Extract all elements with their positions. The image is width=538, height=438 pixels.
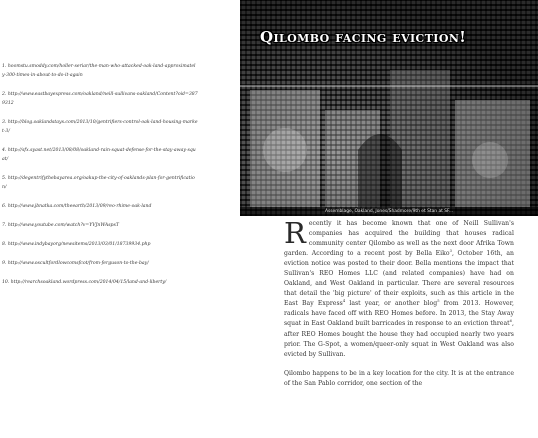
footnote-8: 8. http://www.indybayorg/newsitems/2013/03/01/18739934.php xyxy=(2,242,151,247)
paragraph-1-mid: , October 16th, an eviction notice was posted to their door. Bella mentions the impact that Sullivan's REO Homes LLC (and related companies) have had on Oakland, and West Oakland in particular. There are several resources that detail the 'big picture' of their exploits, such as this article in the East Bay Express xyxy=(284,250,514,308)
footnote-6: 6. http://www.jbnatka.com/theearth/2013/09/reo-rhime-oak-land xyxy=(2,204,152,209)
footnotes-list xyxy=(2,62,198,297)
footnote-10: 10. http://rearchsoakland.wordpress.com/2014/04/15/land-and-liberty/ xyxy=(2,280,167,285)
footnote-ref-4[interactable]: 4 xyxy=(342,299,346,304)
paragraph-1-lead: ecently it has become known that one of Neill Sullivan's companies has acquired the building that houses radical community center Qilombo as well as the next door Afrika Town garden. According to a recent post by Bella Eiko xyxy=(284,220,514,258)
footnote-5: 5. http://degentrifythebayarea.org/oakup-the-city-of-oaklands-plan-for-gentrification/ xyxy=(2,176,195,190)
footnote-ref-3[interactable]: 3 xyxy=(449,249,452,254)
footnote-ref-6[interactable]: 6 xyxy=(509,319,512,324)
photo-title: Qilombo facing eviction! xyxy=(260,28,467,46)
photo-caption: Assemblage, Oakland, Jones/Shadmore/9th et Stan at SF... xyxy=(240,207,538,216)
paragraph-1-tail: , after REO Homes bought the house they had occupied nearly two years prior. The G-Spot, a women/queer-only squat in West Oakland was also evicted by Sullivan. xyxy=(284,320,514,358)
paragraph-1-mid2: last year, or another blog xyxy=(345,300,438,308)
footnote-7: 7. http://www.youtube.com/watch?v=YVJnWAspsT xyxy=(2,223,119,228)
article-body xyxy=(284,216,514,389)
footnote-3: 3. http://blog.oaklandstays.com/2013/10/gentrifiers-control-oak-land-housing-market-3/ xyxy=(2,120,198,134)
article-paragraph-1 xyxy=(284,216,514,360)
paragraph-1-mid3: from 2013. However, radicals have faced off with REO Homes before. In 2013, the Stay Away squat in East Oakland built barricades in response to an eviction threat xyxy=(284,300,514,328)
article-paragraph-2: Qilombo happens to be in a key location for the city. It is at the entrance of the San Pablo corridor, one section of the xyxy=(284,369,514,387)
footnote-4: 4. http://sfx.syast.net/2013/08/08/oakland-rain-squat-defense-for-the-stay-away-squat/ xyxy=(2,148,196,162)
footnote-ref-5[interactable]: 5 xyxy=(437,299,440,304)
drop-cap: R xyxy=(284,216,306,250)
footnote-1: 1. hoomstu.smoddy.com/holler-seriar/the-man-who-attacked-oak-land-approximately-300-times-in-about-to-do-it-again xyxy=(2,64,196,78)
footnote-2: 2. http://www.eastbayexpress.com/oakland/neill-sullivans-oakland/Content?oid=3879312 xyxy=(2,92,198,106)
footnote-9: 9. http://www.oscultfordlowcomsfcot/from-ferguson-to-the-bay/ xyxy=(2,261,149,266)
header-photo xyxy=(240,0,538,216)
